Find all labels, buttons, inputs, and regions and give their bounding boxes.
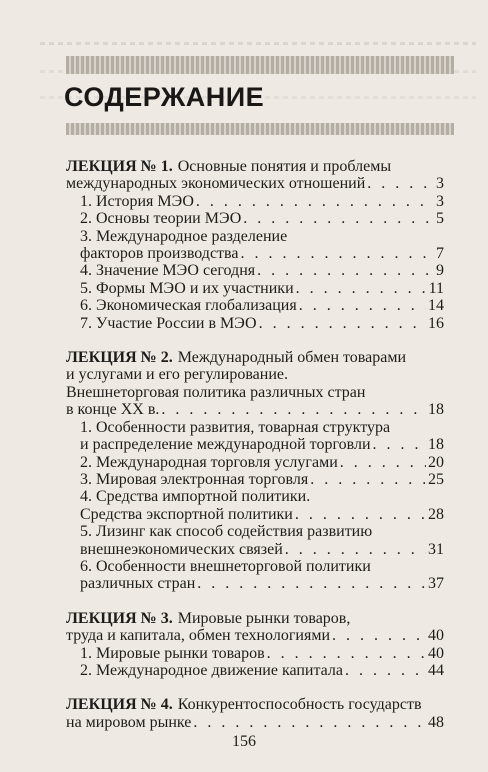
toc-item-line <box>66 436 444 453</box>
lecture-label: ЛЕКЦИЯ № 3. <box>66 609 173 627</box>
page-ref[interactable]: 37 <box>428 575 444 593</box>
lecture-section <box>66 610 444 680</box>
page-ref[interactable]: 18 <box>428 401 444 419</box>
page-ref[interactable]: 25 <box>428 470 444 488</box>
toc-item-text: 1. История МЭО <box>80 192 194 210</box>
dot-leader <box>240 245 434 262</box>
page-ref[interactable]: 3 <box>436 175 444 193</box>
section-gap <box>66 332 444 349</box>
toc-item-line <box>66 645 444 662</box>
lecture-section <box>66 349 444 593</box>
toc-item-text: 2. Международное движение капитала <box>80 661 344 679</box>
dot-leader <box>243 210 434 227</box>
title-underline <box>66 123 454 135</box>
page-ref[interactable]: 31 <box>428 540 444 558</box>
lecture-section <box>66 158 444 332</box>
lecture-title-text: Основные понятия и проблемы <box>177 158 392 175</box>
toc-item-text: факторов производства <box>80 245 239 263</box>
dot-leader <box>296 280 427 297</box>
dot-leader <box>299 297 426 314</box>
toc-item-line <box>66 506 444 523</box>
dot-leader <box>267 645 426 662</box>
toc-item-text: 2. Международная торговля услугами <box>80 453 338 471</box>
toc-item-line <box>66 210 444 227</box>
bleed-through-line <box>40 42 476 45</box>
dot-leader <box>345 662 426 679</box>
dot-leader <box>285 541 426 558</box>
lecture-heading-line <box>66 627 444 644</box>
lecture-heading-line <box>66 384 444 401</box>
toc-item-text: 3. Мировая электронная торговля <box>80 470 309 488</box>
page-ref[interactable]: 44 <box>428 661 444 679</box>
top-rule <box>66 56 454 74</box>
dot-leader <box>340 454 426 471</box>
lecture-heading-line <box>66 175 444 192</box>
toc-item-line <box>66 488 444 505</box>
toc-item-line <box>66 228 444 245</box>
dot-leader <box>257 262 434 279</box>
lecture-label: ЛЕКЦИЯ № 1. <box>66 158 173 175</box>
lecture-title-text: Внешнеторговая политика различных стран <box>66 383 366 401</box>
toc-item-text: различных стран <box>80 575 196 593</box>
dot-leader <box>193 714 426 731</box>
page-ref[interactable]: 3 <box>436 192 444 210</box>
page-ref[interactable]: 5 <box>436 210 444 228</box>
dot-leader <box>196 193 434 210</box>
page-ref[interactable]: 7 <box>436 245 444 263</box>
toc-item-line <box>66 575 444 592</box>
toc-item-line <box>66 419 444 436</box>
lecture-title-text: труда и капитала, обмен технологиями <box>66 627 330 645</box>
toc-item-text: 6. Особенности внешнеторговой политики <box>80 557 371 575</box>
dot-leader <box>161 401 426 418</box>
dot-leader <box>197 575 426 592</box>
page-ref[interactable]: 48 <box>428 713 444 731</box>
toc-item-line <box>66 541 444 558</box>
lecture-title-text: в конце XX в. <box>66 401 160 419</box>
lecture-heading-line <box>66 366 444 383</box>
page-ref[interactable]: 16 <box>428 314 444 332</box>
dot-leader <box>373 436 427 453</box>
toc-item-text: 6. Экономическая глобализация <box>80 297 297 315</box>
toc-item-line <box>66 245 444 262</box>
toc-item-text: 1. Мировые рынки товаров <box>80 644 265 662</box>
toc-item-line <box>66 280 444 297</box>
toc-item-line <box>66 262 444 279</box>
lecture-section <box>66 696 444 731</box>
toc-item-text: 1. Особенности развития, товарная структура <box>80 418 391 436</box>
toc-item-line <box>66 662 444 679</box>
page-ref[interactable]: 20 <box>428 453 444 471</box>
lecture-title-text: Мировые рынки товаров, <box>177 609 351 627</box>
lecture-heading-line <box>66 696 444 713</box>
toc-item-text: 7. Участие России в МЭО <box>80 314 257 332</box>
lecture-title-text: и услугами и его регулирование. <box>66 366 289 384</box>
toc-item-text: и распределение международной торговли <box>80 436 371 454</box>
dot-leader <box>310 471 426 488</box>
toc-item-text: 5. Формы МЭО и их участники <box>80 279 294 297</box>
lecture-label: ЛЕКЦИЯ № 2. <box>66 349 173 367</box>
lecture-heading-line <box>66 401 444 418</box>
page-ref[interactable]: 9 <box>436 262 444 280</box>
dot-leader <box>259 315 426 332</box>
toc-item-line <box>66 315 444 332</box>
lecture-heading-line <box>66 714 444 731</box>
toc-item-line <box>66 297 444 314</box>
lecture-title-text: Международный обмен товарами <box>177 349 407 367</box>
toc-item-line <box>66 523 444 540</box>
lecture-heading-line <box>66 349 444 366</box>
dot-leader <box>295 506 426 523</box>
page-ref[interactable]: 40 <box>428 627 444 645</box>
lecture-title-text: на мировом рынке <box>66 713 192 731</box>
toc-item-text: 5. Лизинг как способ содействия развитию <box>80 523 373 541</box>
toc-item-line <box>66 558 444 575</box>
page-ref[interactable]: 14 <box>428 297 444 315</box>
table-of-contents <box>66 158 444 731</box>
lecture-heading-line <box>66 158 444 175</box>
toc-item-line <box>66 454 444 471</box>
section-gap <box>66 679 444 696</box>
lecture-title-text: международных экономических отношений <box>66 175 366 193</box>
toc-item-text: Средства экспортной политики <box>80 505 293 523</box>
page-ref[interactable]: 18 <box>428 436 444 454</box>
toc-item-text: 2. Основы теории МЭО <box>80 210 242 228</box>
toc-item-line <box>66 193 444 210</box>
page-ref[interactable]: 11 <box>428 279 444 297</box>
toc-item-text: внешнеэкономических связей <box>80 540 283 558</box>
dot-leader <box>332 627 426 644</box>
toc-item-line <box>66 471 444 488</box>
lecture-heading-line <box>66 610 444 627</box>
page-ref[interactable]: 28 <box>428 505 444 523</box>
section-gap <box>66 593 444 610</box>
page-number: 156 <box>232 733 256 750</box>
page-title: СОДЕРЖАНИЕ <box>64 82 265 112</box>
toc-item-text: 4. Значение МЭО сегодня <box>80 262 256 280</box>
page-ref[interactable]: 40 <box>428 644 444 662</box>
lecture-title-text: Конкурентоспособность государств <box>177 696 422 714</box>
toc-item-text: 4. Средства импортной политики. <box>80 488 311 506</box>
lecture-label: ЛЕКЦИЯ № 4. <box>66 696 173 714</box>
dot-leader <box>367 175 434 192</box>
toc-item-text: 3. Международное разделение <box>80 227 288 245</box>
